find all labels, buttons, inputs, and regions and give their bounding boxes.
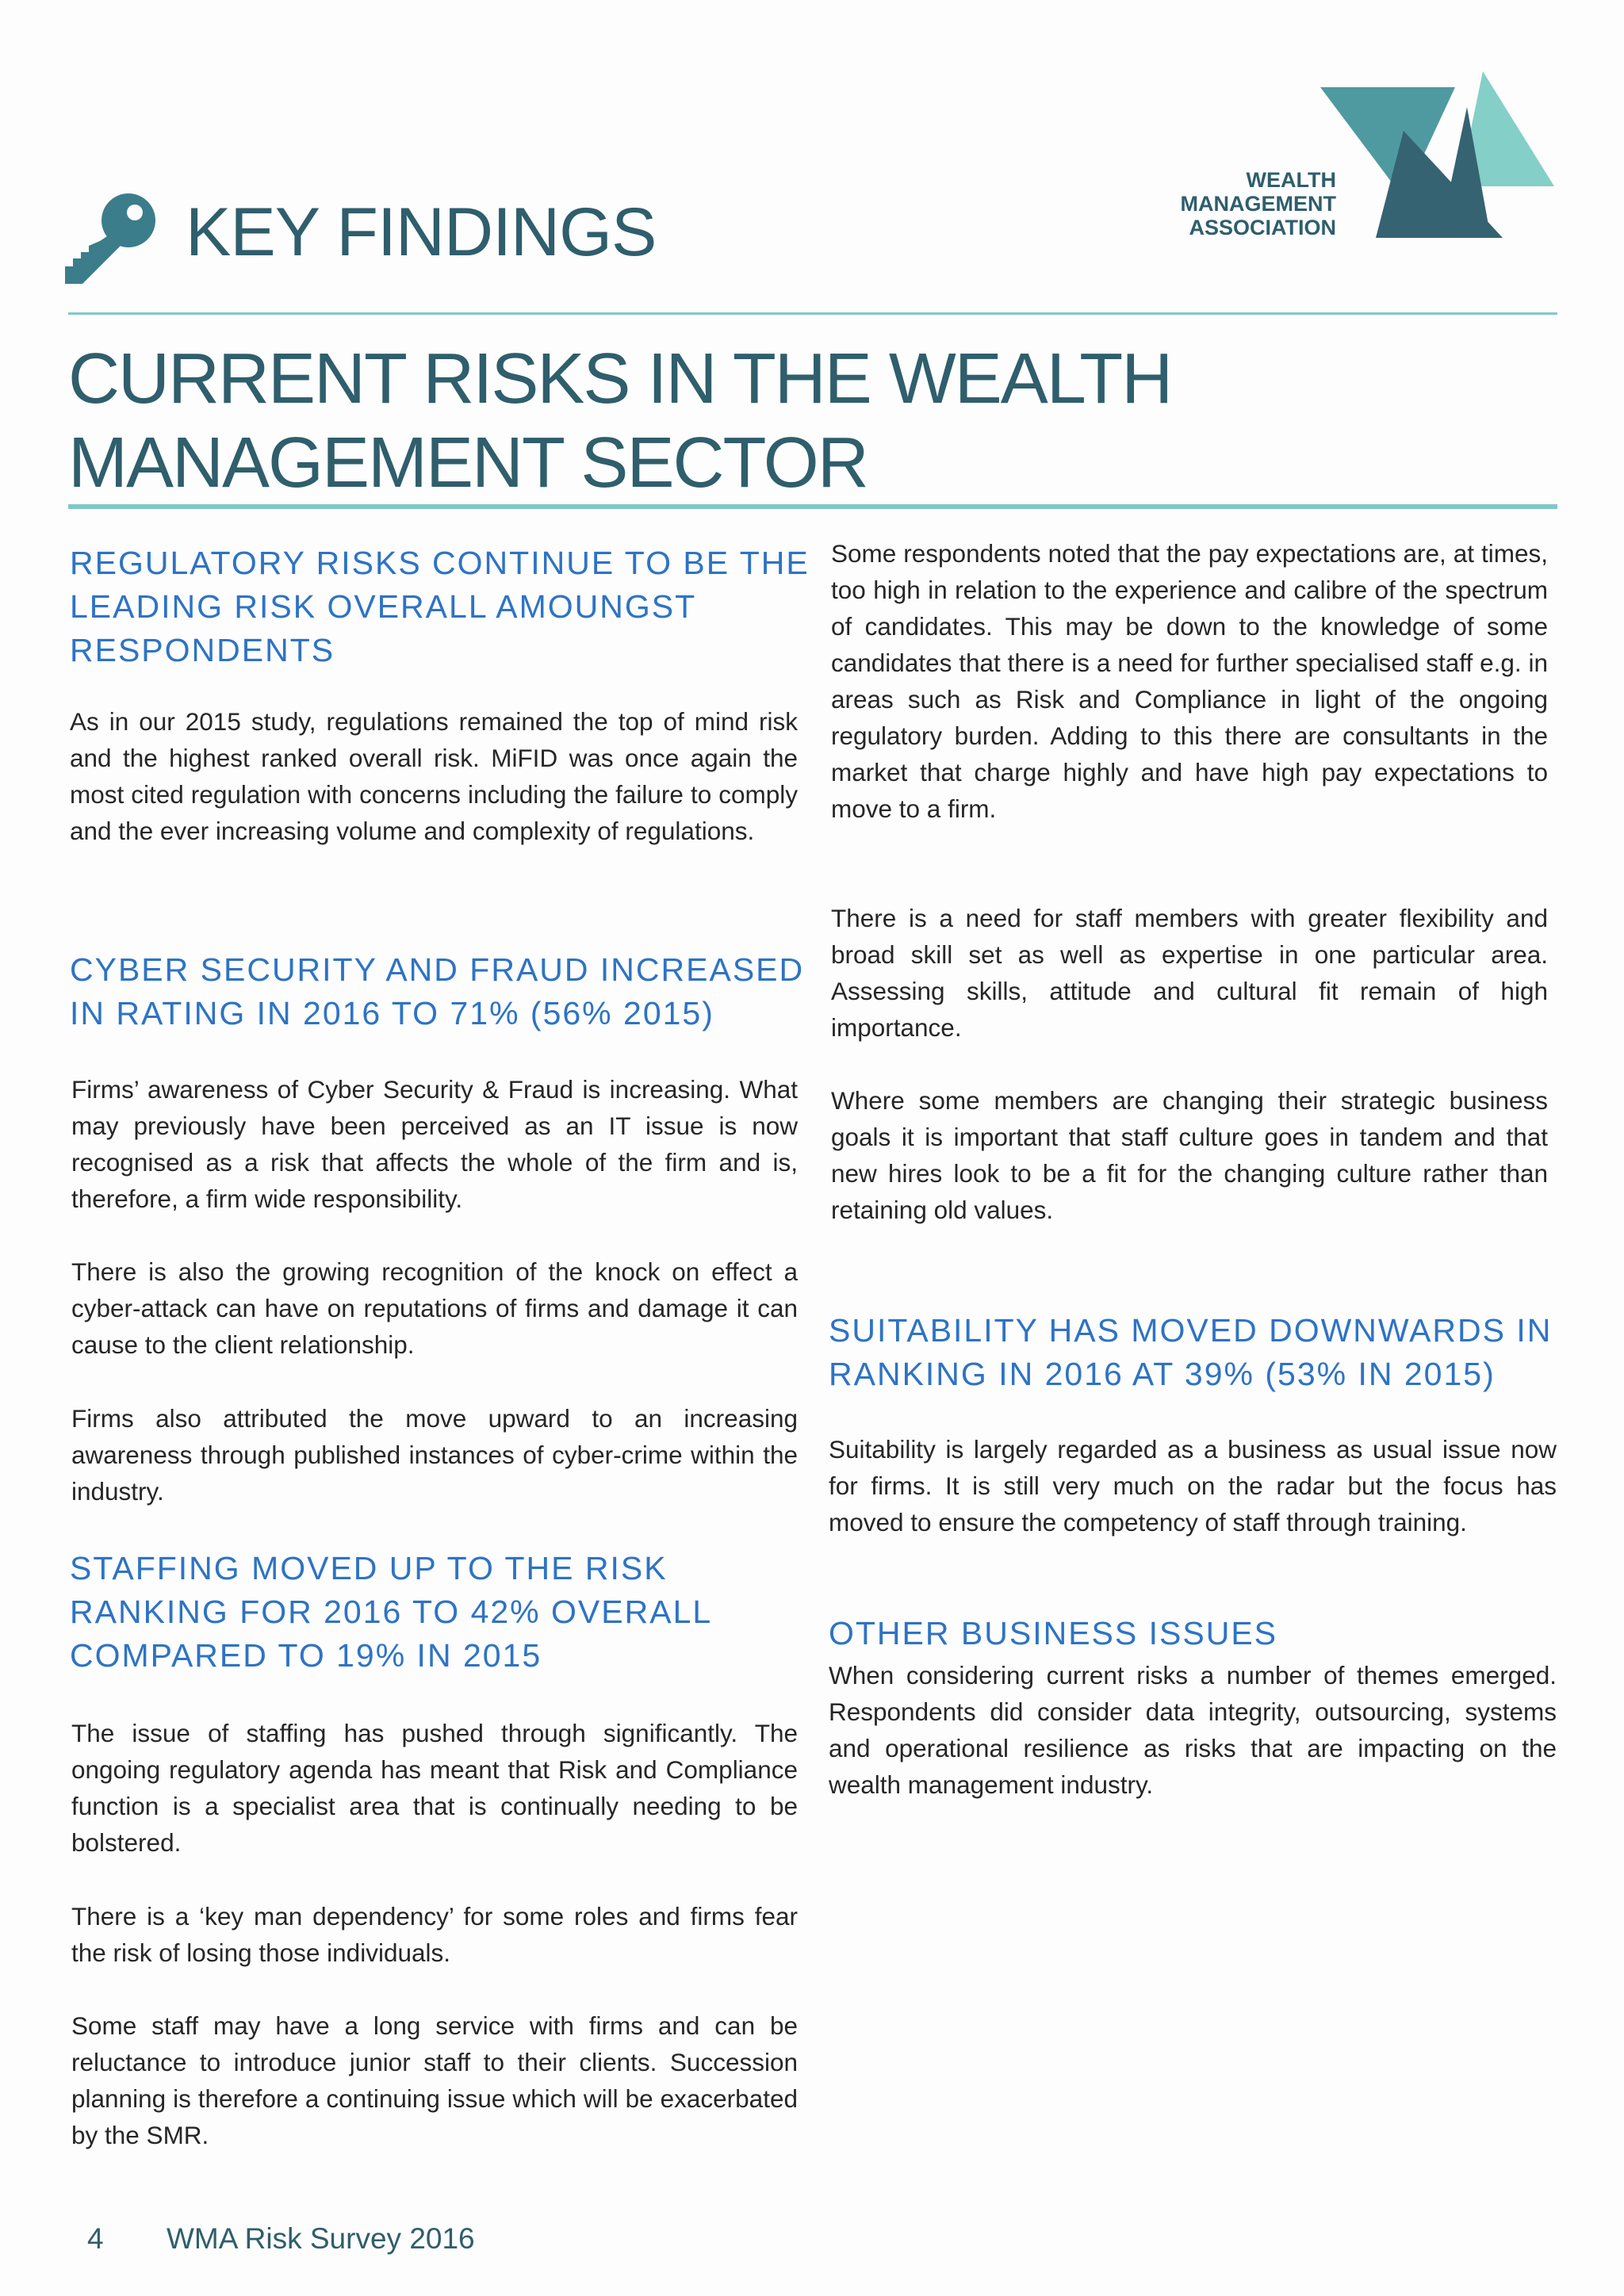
heading-staffing <box>70 1547 798 1678</box>
header-rule <box>68 312 1557 315</box>
paragraph-pay-expectations: Some respondents noted that the pay expectations are, at times, too high in relation to the experience and calibre of the spectrum of candidates. This may be down to the knowledge of some candidates that there is a need for further specialised staff e.g. in areas such as Risk and Compliance in light of the ongoing regulatory burden. Adding to this there are consultants in the market that charge highly and have high pay expectations to move to a firm. <box>831 539 1548 823</box>
paragraph-key-man: There is a ‘key man dependency’ for some roles and firms fear the risk of losing those individuals. <box>71 1902 798 1967</box>
paragraph-other-issues: When considering current risks a number of themes emerged. Respondents did consider data integrity, outsourcing, systems and operational resilience as risks that are impacting on the wealth management industry. <box>829 1661 1557 1799</box>
paragraph-regulations: As in our 2015 study, regulations remained the top of mind risk and the highest ranked overall risk. MiFID was once again the most cited regulation with concerns including the failure to comply and the ever increasing volume and complexity of regulations. <box>70 707 798 845</box>
footer-title: WMA Risk Survey 2016 <box>167 2222 475 2255</box>
heading-line: REGULATORY RISKS CONTINUE TO BE THE <box>70 545 810 581</box>
paragraph-cyber-reputation: There is also the growing recognition of the knock on effect a cyber-attack can have on reputations of firms and damage it can cause to the client relationship. <box>71 1257 798 1359</box>
footer <box>87 2222 475 2256</box>
heading-line: RANKING IN 2016 AT 39% (53% IN 2015) <box>829 1356 1496 1392</box>
heading-suitability <box>829 1309 1557 1396</box>
title-rule <box>68 504 1557 509</box>
section-title: KEY FINDINGS <box>186 194 657 270</box>
logo-line-3: ASSOCIATION <box>1189 216 1336 239</box>
paragraph-cyber-crime: Firms also attributed the move upward to an increasing awareness through published instances of cyber-crime within the industry. <box>71 1404 798 1506</box>
paragraph-cyber-awareness: Firms’ awareness of Cyber Security & Fraud is increasing. What may previously have been perceived as an IT issue is now recognised as a risk that affects the whole of the firm and is, therefore, a firm wide responsibility. <box>71 1075 798 1213</box>
heading-line: IN RATING IN 2016 TO 71% (56% 2015) <box>70 995 714 1031</box>
wma-logo-icon <box>1320 71 1558 238</box>
page-title-line-2: MANAGEMENT SECTOR <box>68 423 868 503</box>
heading-line: STAFFING MOVED UP TO THE RISK <box>70 1550 668 1586</box>
heading-line: SUITABILITY HAS MOVED DOWNWARDS IN <box>829 1312 1553 1349</box>
paragraph-staffing-issue: The issue of staffing has pushed through significantly. The ongoing regulatory agenda has meant that Risk and Compliance function is a specialist area that is continually needing to be bolstered. <box>71 1719 798 1857</box>
heading-other-business-issues: OTHER BUSINESS ISSUES <box>829 1615 1278 1651</box>
logo-line-2: MANAGEMENT <box>1180 192 1336 216</box>
heading-cyber-security <box>70 948 805 1035</box>
key-icon <box>65 190 159 284</box>
heading-line: RESPONDENTS <box>70 632 335 668</box>
paragraph-culture: Where some members are changing their strategic business goals it is important that staff culture goes in tandem and that new hires look to be a fit for the changing culture rather than retaining old values. <box>831 1086 1548 1224</box>
paragraph-flexibility: There is a need for staff members with greater flexibility and broad skill set as well as expertise in one particular area. Assessing skills, attitude and cultural fit remain of high importance. <box>831 904 1548 1042</box>
heading-regulatory-risks <box>70 541 810 672</box>
page-title <box>68 337 1496 505</box>
heading-line: RANKING FOR 2016 TO 42% OVERALL <box>70 1594 713 1630</box>
logo-text <box>1094 168 1336 239</box>
logo-line-1: WEALTH <box>1246 168 1336 192</box>
page-title-line-1: CURRENT RISKS IN THE WEALTH <box>68 339 1172 419</box>
heading-line: CYBER SECURITY AND FRAUD INCREASED <box>70 951 805 988</box>
heading-line: LEADING RISK OVERALL AMOUNGST <box>70 588 697 625</box>
page-number: 4 <box>87 2222 104 2255</box>
paragraph-suitability: Suitability is largely regarded as a business as usual issue now for firms. It is still very much on the radar but the focus has moved to ensure the competency of staff through training. <box>829 1435 1557 1536</box>
heading-line: COMPARED TO 19% IN 2015 <box>70 1637 542 1674</box>
paragraph-succession: Some staff may have a long service with firms and can be reluctance to introduce junior staff to their clients. Succession planning is therefore a continuing issue which will be exacerbated by the SMR. <box>71 2011 798 2149</box>
